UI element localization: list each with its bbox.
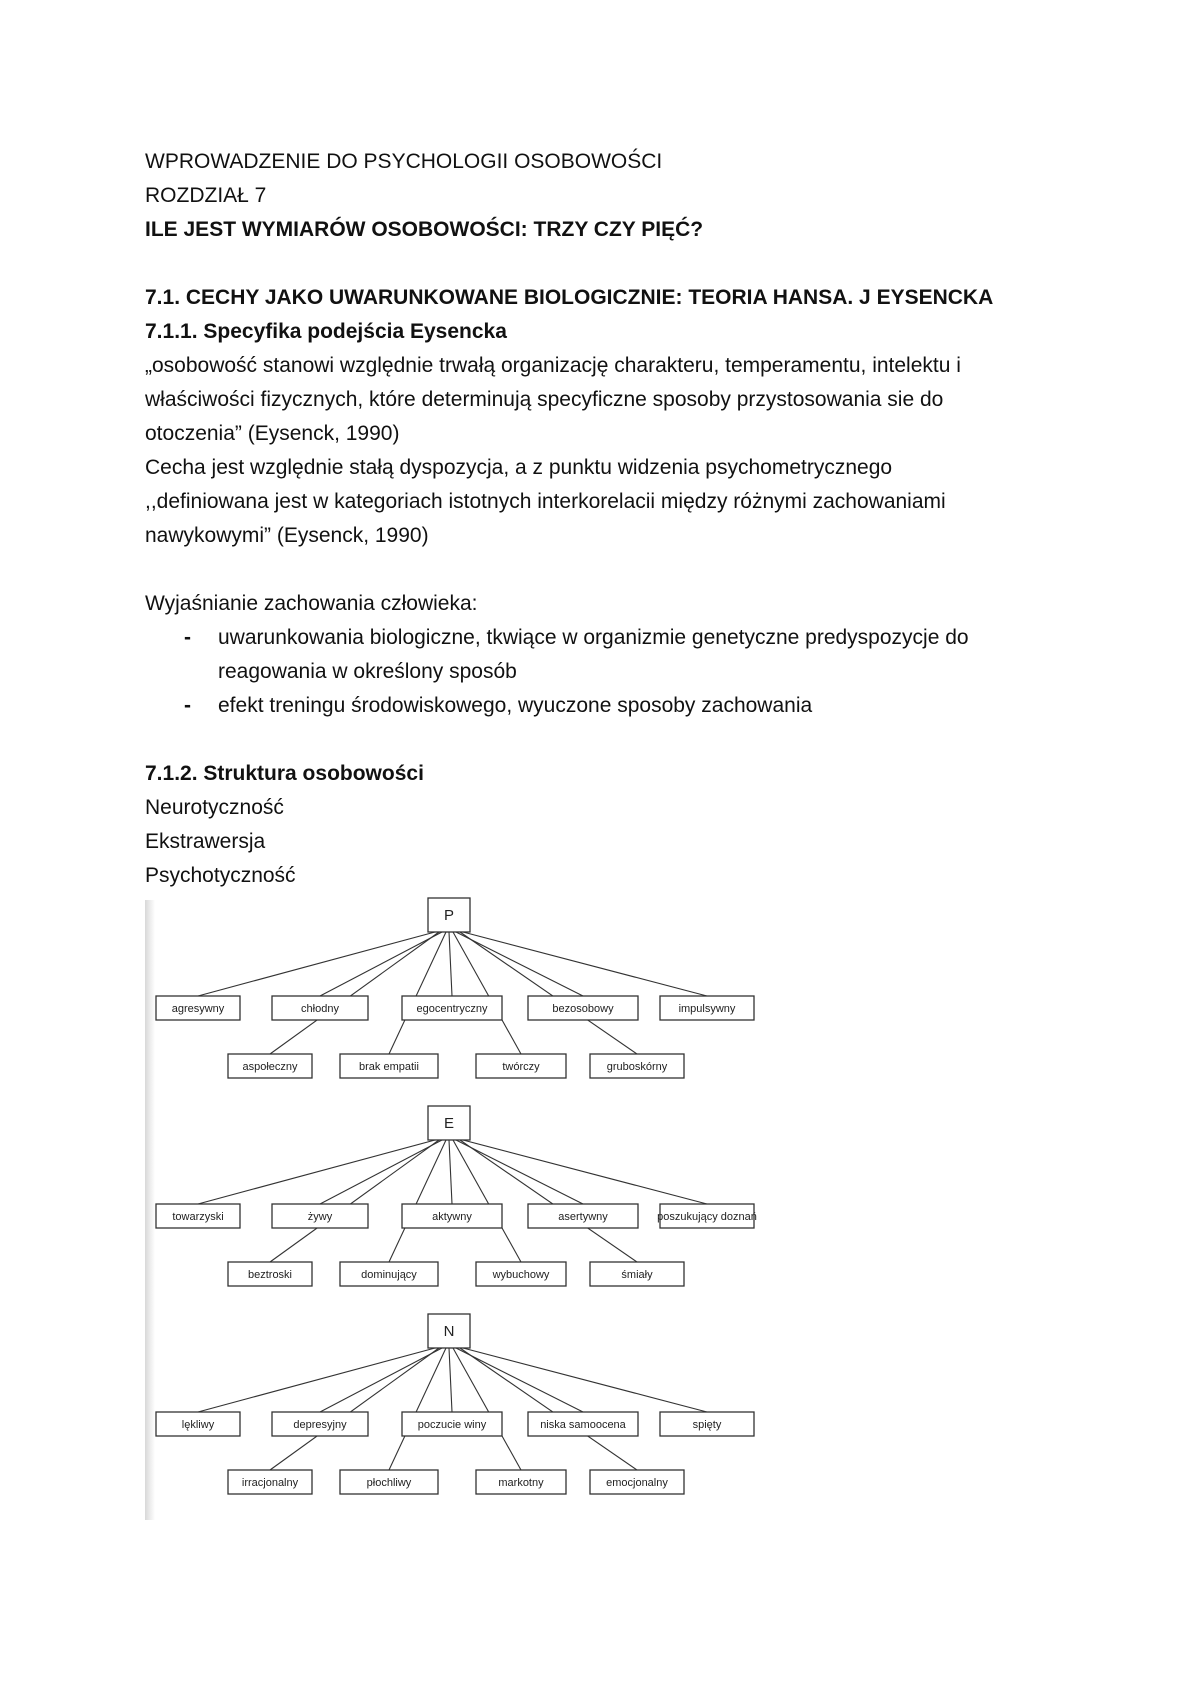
- trait-label: asertywny: [558, 1211, 608, 1223]
- connector-line: [320, 1348, 442, 1412]
- explanation-intro: Wyjaśnianie zachowania człowieka:: [145, 592, 478, 615]
- trait-label: impulsywny: [678, 1003, 736, 1015]
- dimension-psychoticism: Psychotyczność: [145, 864, 296, 887]
- trait-label: żywy: [307, 1211, 333, 1223]
- bullet-text: uwarunkowania biologiczne, tkwiące w organizmie genetyczne predyspozycje do: [218, 626, 969, 649]
- document-title: WPROWADZENIE DO PSYCHOLOGII OSOBOWOŚCI: [145, 150, 663, 173]
- chapter-label: ROZDZIAŁ 7: [145, 184, 267, 207]
- trait-label: lękliwy: [181, 1419, 215, 1431]
- subsection-heading-7-1-2: 7.1.2. Struktura osobowości: [145, 762, 424, 785]
- trait-definition-line: Cecha jest względnie stałą dyspozycja, a z punktu widzenia psychometrycznego: [145, 456, 893, 479]
- connector-line: [198, 1348, 435, 1412]
- trait-label: agresywny: [171, 1003, 225, 1015]
- connector-line: [389, 932, 446, 1054]
- trait-label: wybuchowy: [492, 1269, 550, 1281]
- connector-line: [463, 1348, 707, 1412]
- trait-label: bezosobowy: [552, 1003, 614, 1015]
- dimension-n-label: N: [443, 1323, 455, 1340]
- trait-label: twórczy: [502, 1061, 540, 1073]
- dimension-neuroticism: Neurotyczność: [145, 796, 284, 819]
- trait-label: brak empatii: [359, 1061, 419, 1073]
- bullet-marker: -: [184, 626, 191, 649]
- trait-label: dominujący: [361, 1269, 417, 1281]
- connector-line: [463, 1140, 707, 1204]
- dimension-p-label: P: [443, 907, 455, 924]
- trait-label: płochliwy: [366, 1477, 412, 1489]
- trait-label: spięty: [692, 1419, 722, 1431]
- bullet-text: efekt treningu środowiskowego, wyuczone sposoby zachowania: [218, 694, 813, 717]
- quote-line: „osobowość stanowi względnie trwałą organizację charakteru, temperamentu, intelektu i: [145, 354, 961, 377]
- chapter-question: ILE JEST WYMIARÓW OSOBOWOŚCI: TRZY CZY PIĘĆ?: [145, 218, 704, 241]
- connector-line: [463, 932, 707, 996]
- trait-label: irracjonalny: [241, 1477, 299, 1489]
- connector-line: [389, 1140, 446, 1262]
- trait-label: markotny: [498, 1477, 544, 1489]
- trait-label: aktywny: [432, 1211, 472, 1223]
- trait-label: emocjonalny: [606, 1477, 668, 1489]
- trait-label: gruboskórny: [606, 1061, 668, 1073]
- connector-line: [270, 1140, 439, 1262]
- trait-label: beztroski: [247, 1269, 293, 1281]
- trait-label: poszukujący doznań: [657, 1211, 757, 1223]
- quote-line: właściwości fizycznych, które determinują specyficzne sposoby przystosowania sie do: [145, 388, 944, 411]
- trait-label: niska samoocena: [540, 1419, 626, 1431]
- trait-label: poczucie winy: [417, 1419, 487, 1431]
- trait-label: chłodny: [301, 1003, 339, 1015]
- connector-line: [198, 932, 435, 996]
- trait-definition-line: ,,definiowana jest w kategoriach istotnych interkorelacii między różnymi zachowaniami: [145, 490, 946, 513]
- trait-label: aspołeczny: [242, 1061, 298, 1073]
- connector-line: [389, 1348, 446, 1470]
- dimension-extraversion: Ekstrawersja: [145, 830, 266, 853]
- connector-line: [320, 932, 442, 996]
- dimension-e-label: E: [443, 1115, 455, 1132]
- connector-line: [456, 1348, 583, 1412]
- connector-line: [449, 932, 452, 996]
- connector-line: [456, 932, 583, 996]
- trait-label: egocentryczny: [416, 1003, 488, 1015]
- connector-line: [449, 1140, 452, 1204]
- connector-line: [456, 1140, 583, 1204]
- trait-label: śmiały: [621, 1269, 653, 1281]
- connector-line: [270, 932, 439, 1054]
- subsection-heading-7-1-1: 7.1.1. Specyfika podejścia Eysencka: [145, 320, 507, 343]
- section-heading-7-1: 7.1. CECHY JAKO UWARUNKOWANE BIOLOGICZNIE: TEORIA HANSA. J EYSENCKA: [145, 286, 994, 309]
- bullet-text: reagowania w określony sposób: [218, 660, 517, 683]
- trait-label: depresyjny: [293, 1419, 347, 1431]
- connector-line: [270, 1348, 439, 1470]
- trait-definition-line: nawykowymi” (Eysenck, 1990): [145, 524, 429, 547]
- bullet-marker: -: [184, 694, 191, 717]
- connector-line: [449, 1348, 452, 1412]
- trait-label: towarzyski: [172, 1211, 224, 1223]
- eysenck-trait-hierarchy-diagram: [140, 894, 760, 1524]
- connector-line: [320, 1140, 442, 1204]
- connector-line: [198, 1140, 435, 1204]
- quote-line: otoczenia” (Eysenck, 1990): [145, 422, 400, 445]
